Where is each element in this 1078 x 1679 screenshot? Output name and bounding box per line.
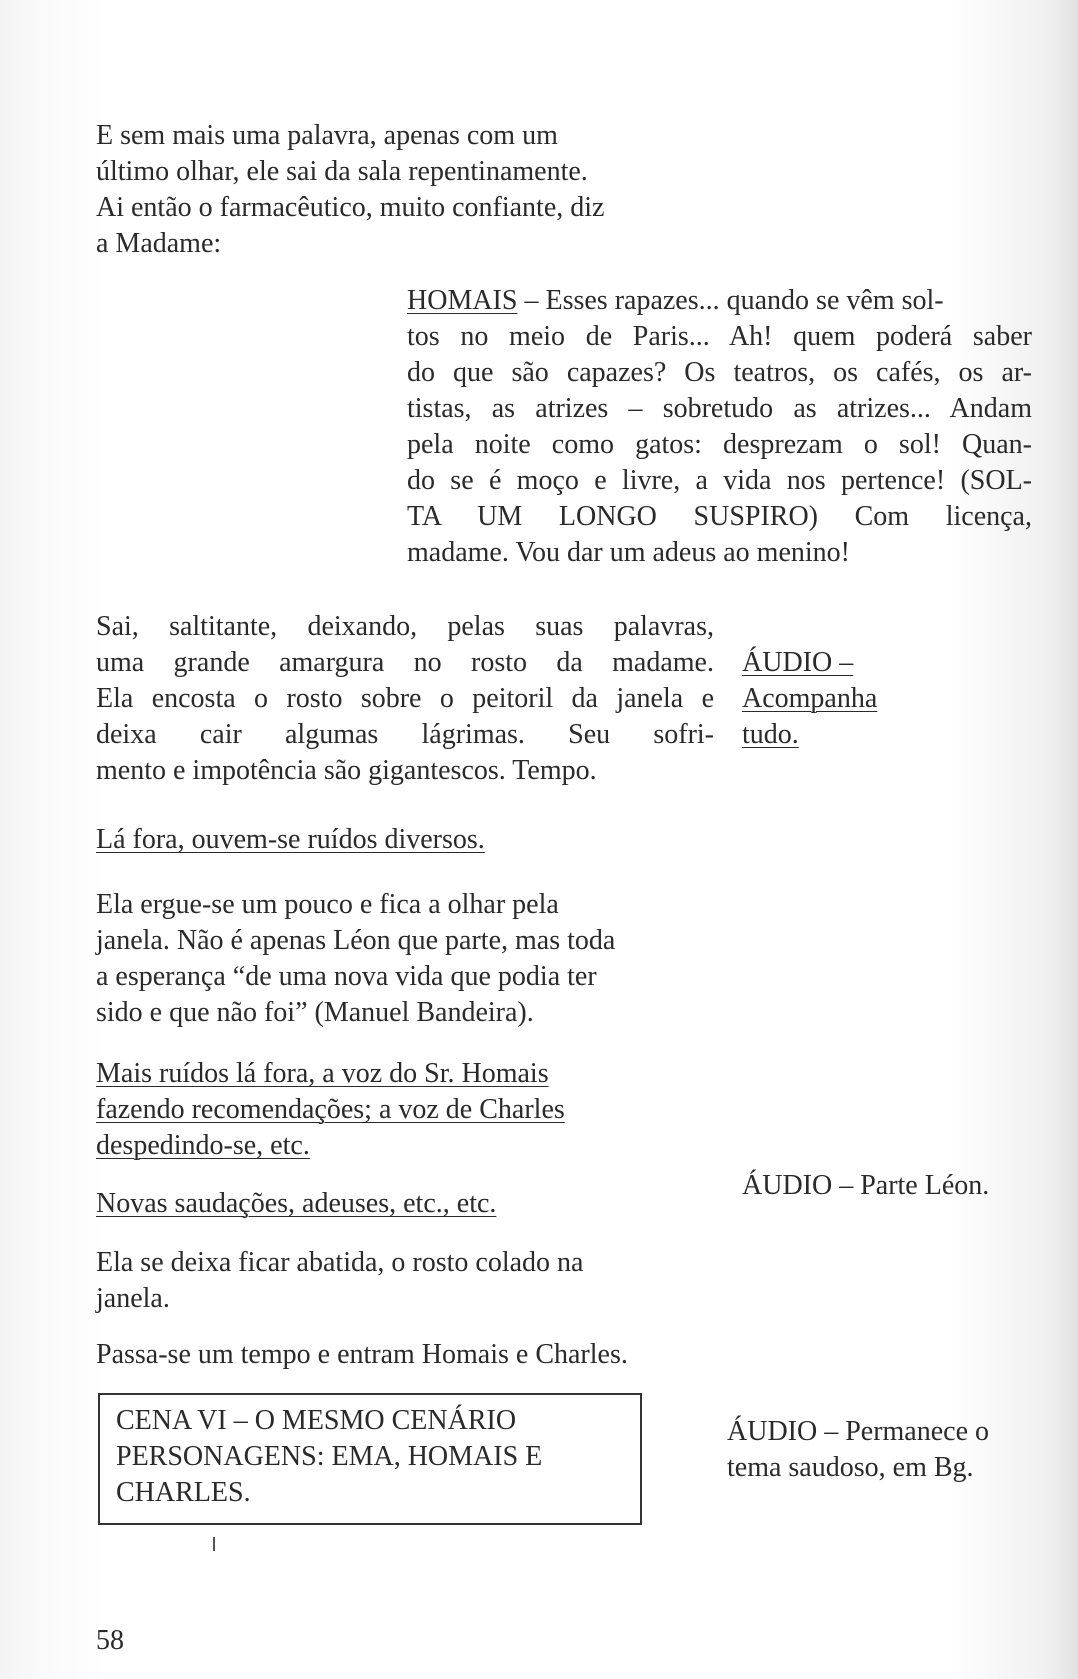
- exit-line: deixa cair algumas lágrimas. Seu sofri-: [96, 719, 714, 750]
- stage-direction: Novas saudações, adeuses, etc., etc.: [96, 1188, 497, 1219]
- stage-direction: Lá fora, ouvem-se ruídos diversos.: [96, 824, 485, 855]
- speech-text: – Esses rapazes... quando se vêm sol-: [517, 285, 944, 316]
- scene-heading-line: CHARLES.: [116, 1477, 251, 1508]
- window-line: sido e que não foi” (Manuel Bandeira).: [96, 997, 534, 1028]
- page-number: 58: [96, 1625, 124, 1656]
- scene-heading-line: PERSONAGENS: EMA, HOMAIS E: [116, 1441, 543, 1472]
- exit-line: uma grande amargura no rosto da madame.: [96, 647, 714, 678]
- intro-line: E sem mais uma palavra, apenas com um: [96, 120, 558, 151]
- exit-line: Ela encosta o rosto sobre o peitoril da janela e: [96, 683, 714, 714]
- scene-heading-line: CENA VI – O MESMO CENÁRIO: [116, 1405, 517, 1436]
- speech-line: TA UM LONGO SUSPIRO) Com licença,: [407, 501, 1032, 532]
- exit-line: Sai, saltitante, deixando, pelas suas palavras,: [96, 611, 714, 642]
- audio-cue: ÁUDIO –: [742, 647, 854, 678]
- audio-cue: ÁUDIO – Parte Léon.: [742, 1170, 990, 1201]
- speech-line: madame. Vou dar um adeus ao menino!: [407, 537, 850, 568]
- scene-heading-box: [98, 1393, 642, 1525]
- enter-line: Passa-se um tempo e entram Homais e Charles.: [96, 1339, 628, 1370]
- audio-cue: ÁUDIO – Permanece o: [727, 1416, 990, 1447]
- stage-direction: Mais ruídos lá fora, a voz do Sr. Homais: [96, 1058, 549, 1089]
- dejected-line: Ela se deixa ficar abatida, o rosto colado na: [96, 1247, 584, 1278]
- speech-line: pela noite como gatos: desprezam o sol! Quan-: [407, 429, 1032, 460]
- intro-line: a Madame:: [96, 228, 222, 259]
- window-line: janela. Não é apenas Léon que parte, mas toda: [96, 925, 616, 956]
- stage-direction: fazendo recomendações; a voz de Charles: [96, 1094, 565, 1125]
- scan-mark: [213, 1537, 215, 1551]
- window-line: Ela ergue-se um pouco e fica a olhar pela: [96, 889, 559, 920]
- stage-direction: despedindo-se, etc.: [96, 1130, 310, 1161]
- speech-line: tos no meio de Paris... Ah! quem poderá saber: [407, 321, 1032, 352]
- window-line: a esperança “de uma nova vida que podia ter: [96, 961, 597, 992]
- exit-line: mento e impotência são gigantescos. Tempo.: [96, 755, 597, 786]
- intro-line: último olhar, ele sai da sala repentinamente.: [96, 156, 588, 187]
- audio-cue: tudo.: [742, 719, 799, 750]
- speech-line: do se é moço e livre, a vida nos pertence! (SOL-: [407, 465, 1032, 496]
- audio-cue: Acompanha: [742, 683, 878, 714]
- homais-speech-first-line: [407, 283, 944, 319]
- speaker-name: HOMAIS: [407, 285, 518, 316]
- audio-cue: tema saudoso, em Bg.: [727, 1452, 974, 1483]
- dejected-line: janela.: [96, 1283, 170, 1314]
- speech-line: tistas, as atrizes – sobretudo as atrizes... Andam: [407, 393, 1032, 424]
- speech-line: do que são capazes? Os teatros, os cafés, os ar-: [407, 357, 1032, 388]
- intro-line: Ai então o farmacêutico, muito confiante, diz: [96, 192, 605, 223]
